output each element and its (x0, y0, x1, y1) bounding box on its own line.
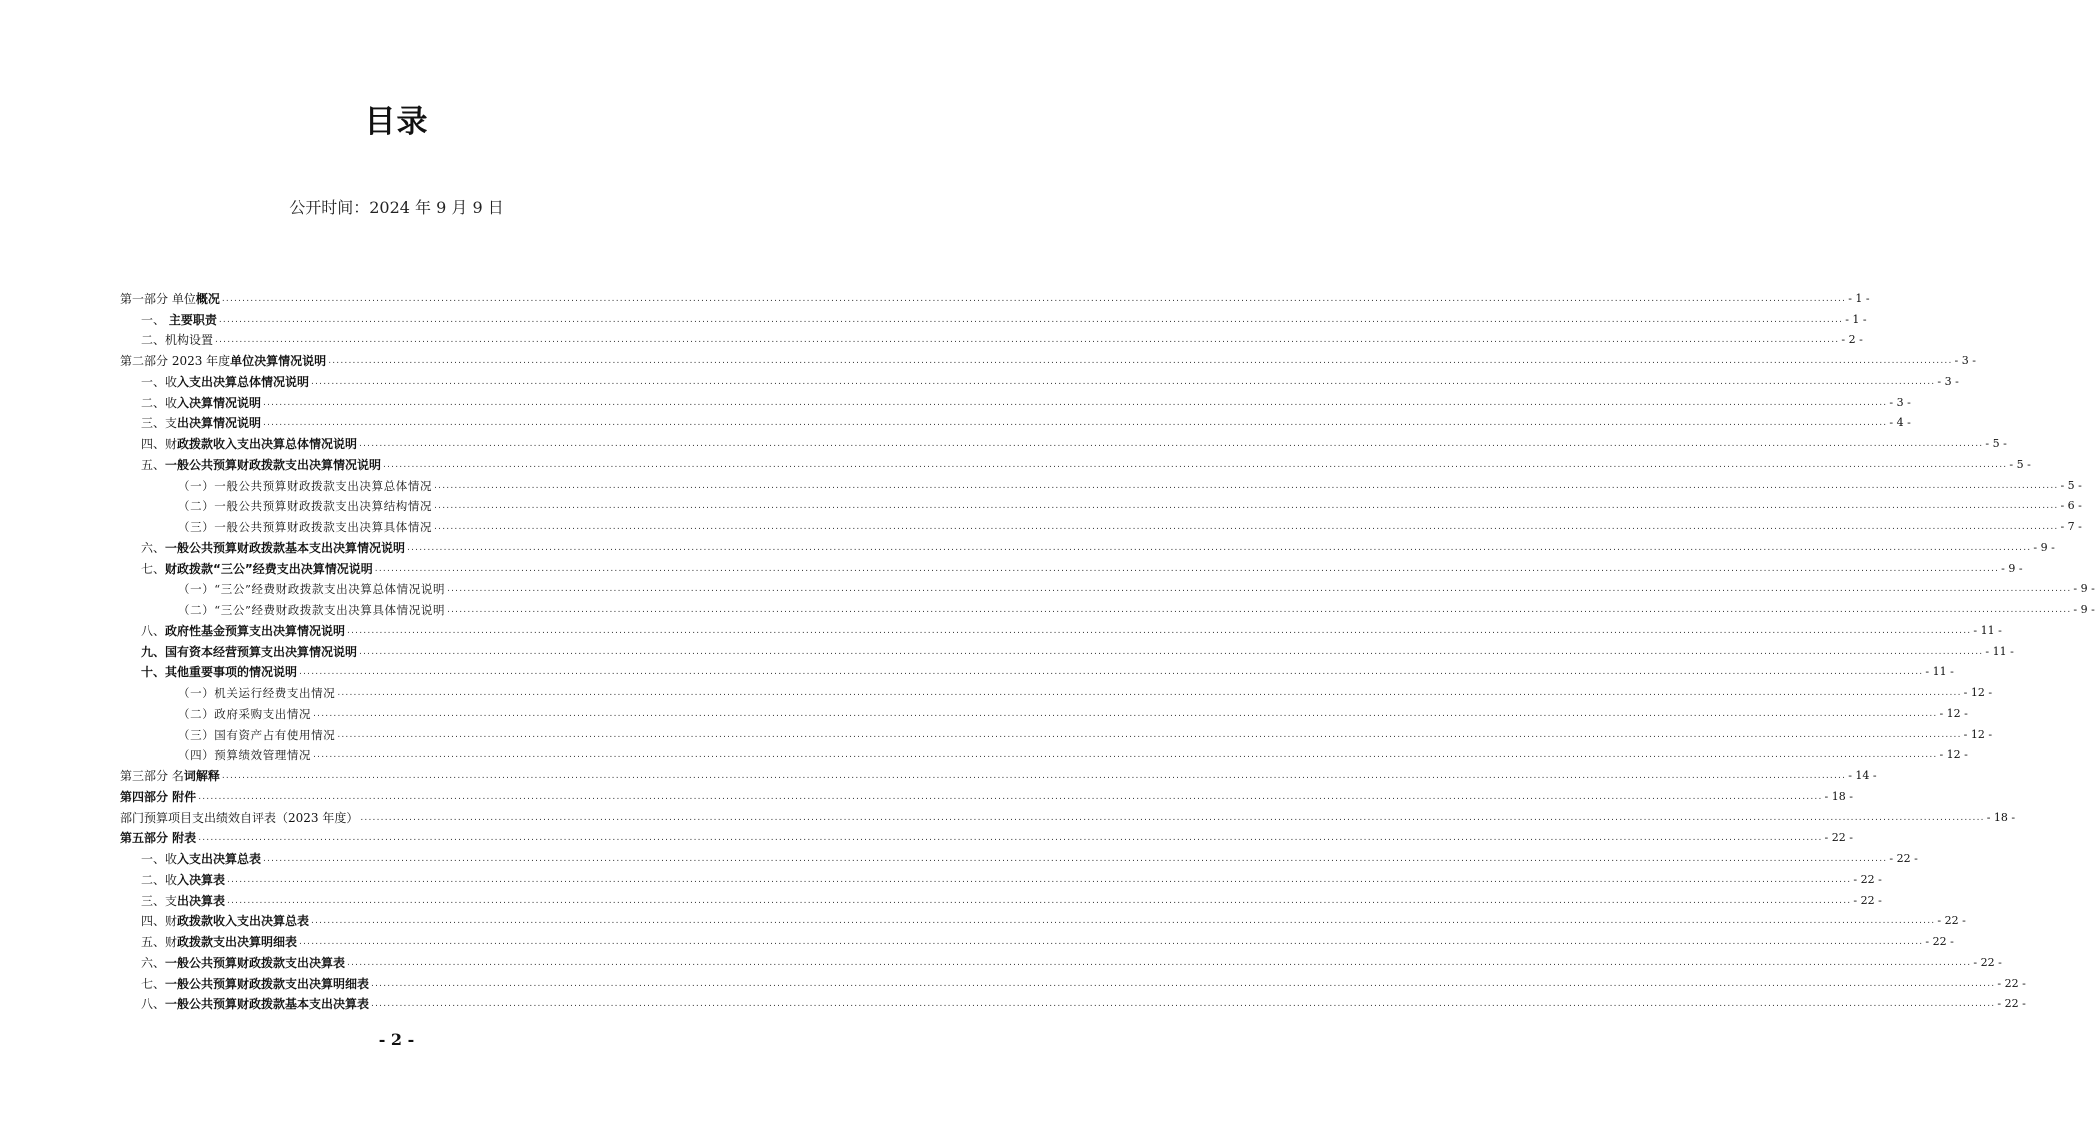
publish-date: 公开时间：2024 年 9 月 9 日 (289, 198, 504, 217)
toc-entry-label (120, 603, 445, 617)
toc-entry-page: - 12 - (1939, 706, 1968, 720)
toc-entry-page: - 22 - (1853, 872, 1882, 886)
toc-entry-prefix: 第一部分 单位 (120, 291, 196, 306)
toc-entry-prefix: 六、 (141, 955, 166, 970)
toc-entry-page: - 22 - (1997, 976, 2026, 990)
toc-entry-label (120, 437, 357, 451)
toc-leader-dots: ................................................................................................................................................................................................................................................................................................................................................................................................................ (328, 356, 1953, 366)
toc-entry-label (120, 894, 225, 908)
toc-leader-dots: ................................................................................................................................................................................................................................................................................................................................................................................................................ (360, 812, 1985, 823)
toc-leader-dots: ................................................................................................................................................................................................................................................................................................................................................................................................................ (263, 418, 1888, 429)
toc-leader-dots: ................................................................................................................................................................................................................................................................................................................................................................................................................ (227, 874, 1852, 885)
toc-entry-page: - 1 - (1845, 312, 1867, 326)
toc-entry-page: - 22 - (1889, 852, 1918, 865)
toc-entry-label (120, 375, 309, 389)
toc-entry-title: 词解释 (183, 769, 220, 783)
toc-entry-label (120, 520, 432, 534)
toc-entry-label (120, 499, 432, 513)
toc-entry-title: 十、其他重要事项的情况说明 (141, 665, 298, 680)
toc-entry-prefix: 六、 (141, 540, 166, 555)
toc-entry-label (120, 686, 335, 700)
toc-leader-dots: ................................................................................................................................................................................................................................................................................................................................................................................................................ (198, 791, 1823, 802)
toc-entry-page: - 11 - (1925, 665, 1954, 679)
toc-entry-prefix: 七、 (141, 976, 166, 991)
toc-entry[interactable] (120, 762, 1877, 783)
toc-entry[interactable] (120, 700, 1968, 721)
toc-entry[interactable] (120, 825, 1853, 846)
toc-leader-dots: ................................................................................................................................................................................................................................................................................................................................................................................................................ (313, 708, 1938, 719)
toc-entry[interactable] (120, 617, 2002, 638)
toc-entry-prefix: 八、 (141, 623, 166, 638)
toc-entry-label (120, 831, 196, 845)
toc-entry-prefix: （三）国有资产占有使用情况 (178, 727, 336, 742)
toc-entry-prefix: 部门预算项目支出绩效自评表（2023 年度） (120, 810, 359, 825)
toc-entry-page: - 7 - (2060, 520, 2082, 533)
toc-entry-prefix: （一）“三公”经费财政拨款支出决算总体情况说明 (178, 582, 446, 597)
toc-entry-label (120, 811, 358, 825)
toc-entry[interactable] (120, 970, 2026, 991)
toc-entry[interactable] (120, 596, 2095, 617)
toc-entry-label (120, 541, 405, 555)
toc-entry-label (120, 458, 381, 472)
toc-entry-label (120, 728, 335, 742)
toc-entry-label (120, 313, 217, 327)
toc-leader-dots: ................................................................................................................................................................................................................................................................................................................................................................................................................ (371, 978, 1996, 989)
toc-entry[interactable] (120, 451, 2031, 472)
toc-entry-prefix: 一、收 (141, 852, 178, 866)
toc-leader-dots: ................................................................................................................................................................................................................................................................................................................................................................................................................ (447, 605, 2072, 615)
toc-leader-dots: ................................................................................................................................................................................................................................................................................................................................................................................................................ (221, 771, 1847, 781)
toc-entry-page: - 12 - (1939, 748, 1968, 762)
toc-entry-label (120, 873, 225, 887)
toc-entry-label (120, 852, 261, 866)
toc-entry-page: - 12 - (1963, 686, 1993, 699)
toc-entry-title: 一般公共预算财政拨款支出决算表 (165, 955, 346, 970)
toc-entry-page: - 5 - (1985, 437, 2007, 450)
page-number: - 2 - (378, 1030, 415, 1049)
toc-entry[interactable] (120, 845, 1918, 866)
toc-entry-page: - 18 - (1986, 810, 2016, 824)
toc-leader-dots: ................................................................................................................................................................................................................................................................................................................................................................................................................ (313, 750, 1938, 761)
toc-leader-dots: ................................................................................................................................................................................................................................................................................................................................................................................................................ (263, 397, 1888, 408)
toc-entry-label (120, 997, 369, 1011)
toc-entry[interactable] (120, 804, 2016, 825)
toc-entry-title: 一般公共预算财政拨款基本支出决算情况说明 (165, 540, 406, 555)
toc-entry-label (120, 354, 326, 368)
toc-entry-title: 政府性基金预算支出决算情况说明 (165, 623, 346, 638)
toc-entry-prefix: 三、支 (141, 893, 178, 908)
toc-entry-page: - 5 - (2009, 457, 2031, 471)
toc-entry-label (120, 416, 261, 430)
toc-entry-prefix: 八、 (141, 997, 166, 1012)
toc-entry[interactable] (120, 430, 2007, 451)
toc-entry-title: 入决算情况说明 (177, 395, 262, 410)
toc-leader-dots: ................................................................................................................................................................................................................................................................................................................................................................................................................ (218, 314, 1844, 325)
toc-entry-title: 一般公共预算财政拨款基本支出决算表 (165, 997, 370, 1012)
toc-entry-title: 政拨款支出决算明细表 (177, 935, 298, 949)
toc-entry-title: 一般公共预算财政拨款支出决算明细表 (165, 976, 370, 991)
toc-leader-dots: ................................................................................................................................................................................................................................................................................................................................................................................................................ (221, 293, 1847, 304)
toc-leader-dots: ................................................................................................................................................................................................................................................................................................................................................................................................................ (447, 584, 2072, 595)
toc-entry[interactable] (120, 410, 1911, 431)
toc-entry-label (120, 935, 297, 949)
toc-entry-prefix: 第二部分 2023 年度 (120, 354, 231, 368)
toc-entry-page: - 22 - (1937, 914, 1966, 928)
toc-entry-prefix: （二）政府采购支出情况 (178, 706, 312, 721)
toc-entry-prefix: （一）一般公共预算财政拨款支出决算总体情况 (178, 478, 433, 493)
toc-entry[interactable] (120, 389, 1911, 410)
toc-entry[interactable] (120, 576, 2095, 597)
toc-entry-label (120, 562, 373, 576)
toc-entry-page: - 14 - (1848, 769, 1877, 782)
toc-entry[interactable] (120, 472, 2082, 493)
toc-entry-prefix: （三）一般公共预算财政拨款支出决算具体情况 (178, 520, 433, 534)
toc-leader-dots: ................................................................................................................................................................................................................................................................................................................................................................................................................ (337, 729, 1962, 740)
toc-entry-label (120, 790, 196, 804)
toc-entry[interactable] (120, 493, 2082, 514)
toc-leader-dots: ................................................................................................................................................................................................................................................................................................................................................................................................................ (434, 522, 2059, 532)
toc-leader-dots: ................................................................................................................................................................................................................................................................................................................................................................................................................ (198, 833, 1823, 844)
toc-entry-prefix: （四）预算绩效管理情况 (178, 748, 312, 763)
toc-entry-label (120, 977, 369, 991)
toc-entry[interactable] (120, 928, 1954, 949)
toc-entry[interactable] (120, 327, 1863, 348)
toc-entry[interactable] (120, 659, 1954, 680)
toc-entry-page: - 22 - (1925, 935, 1954, 948)
toc-entry-page: - 3 - (1954, 354, 1976, 367)
toc-entry-prefix: 二、机构设置 (141, 333, 214, 348)
toc-entry-label (120, 914, 309, 928)
toc-entry[interactable] (120, 887, 1882, 908)
toc-entry-title: 政拨款收入支出决算总体情况说明 (177, 437, 358, 451)
toc-entry-label (120, 645, 357, 659)
toc-entry[interactable] (120, 347, 1976, 368)
toc-entry-page: - 22 - (1853, 893, 1882, 907)
page-title: 目录 (364, 104, 429, 140)
toc-entry-page: - 9 - (2073, 582, 2095, 596)
toc-leader-dots: ................................................................................................................................................................................................................................................................................................................................................................................................................ (299, 937, 1924, 947)
toc-entry[interactable] (120, 908, 1966, 929)
toc-leader-dots: ................................................................................................................................................................................................................................................................................................................................................................................................................ (347, 957, 1972, 968)
toc-entry-title: 出决算表 (177, 893, 226, 908)
toc-entry-prefix: 第三部分 名 (120, 769, 184, 783)
table-of-contents (120, 285, 2095, 1012)
toc-entry[interactable] (120, 866, 1882, 887)
toc-entry-prefix: 一、 (141, 312, 169, 327)
toc-leader-dots: ................................................................................................................................................................................................................................................................................................................................................................................................................ (371, 999, 1996, 1010)
toc-entry-page: - 3 - (1889, 395, 1911, 409)
toc-entry-prefix: 一、收 (141, 374, 178, 389)
toc-entry-title: 财政拨款“三公”经费支出决算情况说明 (165, 561, 373, 576)
toc-entry-label (120, 769, 220, 783)
toc-entry-prefix: 五、 (141, 457, 166, 472)
toc-entry-page: - 9 - (2033, 540, 2055, 554)
toc-entry-title: 第四部分 附件 (120, 789, 197, 804)
toc-entry-prefix: （二）“三公”经费财政拨款支出决算具体情况说明 (178, 603, 446, 617)
toc-entry-label (120, 396, 261, 410)
toc-entry-prefix: 三、支 (141, 416, 178, 431)
toc-entry-page: - 11 - (1985, 644, 2014, 658)
toc-entry[interactable] (120, 513, 2082, 534)
toc-entry-page: - 1 - (1848, 291, 1870, 305)
toc-entry-page: - 11 - (1973, 623, 2002, 637)
toc-entry-page: - 9 - (2001, 561, 2023, 575)
toc-leader-dots: ................................................................................................................................................................................................................................................................................................................................................................................................................ (383, 459, 2008, 470)
toc-entry-prefix: 四、财 (141, 437, 178, 451)
toc-entry-label (120, 748, 311, 762)
toc-entry-prefix: 二、收 (141, 872, 178, 887)
toc-entry-page: - 22 - (1997, 997, 2026, 1011)
toc-entry[interactable] (120, 555, 2023, 576)
toc-entry-page: - 9 - (2073, 603, 2095, 616)
toc-entry[interactable] (120, 721, 1993, 742)
toc-entry[interactable] (120, 679, 1993, 700)
toc-entry-title: 单位决算情况说明 (230, 354, 327, 368)
toc-entry[interactable] (120, 306, 1867, 327)
toc-entry-page: - 2 - (1841, 333, 1863, 347)
toc-leader-dots: ................................................................................................................................................................................................................................................................................................................................................................................................................ (434, 501, 2059, 512)
toc-entry-prefix: 二、收 (141, 395, 178, 410)
toc-entry-title: 出决算情况说明 (177, 416, 262, 431)
toc-leader-dots: ................................................................................................................................................................................................................................................................................................................................................................................................................ (434, 480, 2059, 491)
toc-entry-label (120, 292, 220, 306)
toc-entry-prefix: 四、财 (141, 914, 178, 929)
toc-entry[interactable] (120, 742, 1968, 763)
toc-entry-page: - 4 - (1889, 416, 1911, 430)
toc-leader-dots: ................................................................................................................................................................................................................................................................................................................................................................................................................ (215, 335, 1840, 346)
toc-entry-page: - 22 - (1973, 955, 2002, 969)
toc-entry-label (120, 582, 445, 596)
toc-entry-prefix: （一）机关运行经费支出情况 (178, 686, 336, 700)
toc-leader-dots: ................................................................................................................................................................................................................................................................................................................................................................................................................ (263, 854, 1888, 864)
toc-entry-page: - 22 - (1824, 831, 1853, 845)
toc-entry[interactable] (120, 991, 2026, 1012)
toc-entry-label (120, 479, 432, 493)
toc-leader-dots: ................................................................................................................................................................................................................................................................................................................................................................................................................ (359, 439, 1984, 449)
toc-entry-page: - 6 - (2060, 499, 2082, 513)
toc-leader-dots: ................................................................................................................................................................................................................................................................................................................................................................................................................ (407, 542, 2032, 553)
toc-leader-dots: ................................................................................................................................................................................................................................................................................................................................................................................................................ (299, 667, 1924, 678)
toc-leader-dots: ................................................................................................................................................................................................................................................................................................................................................................................................................ (359, 646, 1984, 657)
toc-entry-title: 第五部分 附表 (120, 831, 197, 846)
toc-leader-dots: ................................................................................................................................................................................................................................................................................................................................................................................................................ (227, 895, 1852, 906)
toc-entry[interactable] (120, 783, 1853, 804)
toc-entry-title: 入支出决算总表 (177, 852, 262, 866)
toc-leader-dots: ................................................................................................................................................................................................................................................................................................................................................................................................................ (311, 916, 1936, 927)
toc-entry-title: 入支出决算总体情况说明 (177, 374, 310, 389)
toc-entry-title: 九、国有资本经营预算支出决算情况说明 (141, 644, 358, 659)
toc-leader-dots: ................................................................................................................................................................................................................................................................................................................................................................................................................ (374, 563, 2000, 574)
toc-entry-prefix: （二）一般公共预算财政拨款支出决算结构情况 (178, 499, 433, 514)
toc-entry[interactable] (120, 638, 2014, 659)
toc-entry-prefix: 五、财 (141, 935, 178, 949)
toc-entry-title: 主要职责 (168, 312, 217, 327)
toc-entry-title: 一般公共预算财政拨款支出决算情况说明 (165, 457, 382, 472)
toc-entry-page: - 12 - (1963, 727, 1993, 741)
toc-entry-title: 概况 (195, 291, 220, 306)
toc-leader-dots: ................................................................................................................................................................................................................................................................................................................................................................................................................ (311, 376, 1936, 387)
toc-entry-title: 入决算表 (177, 872, 226, 887)
toc-entry[interactable] (120, 368, 1959, 389)
toc-entry-page: - 18 - (1824, 789, 1853, 803)
toc-leader-dots: ................................................................................................................................................................................................................................................................................................................................................................................................................ (347, 625, 1972, 636)
toc-entry-prefix: 七、 (141, 561, 166, 576)
toc-entry-label (120, 956, 345, 970)
toc-entry-page: - 5 - (2060, 478, 2082, 492)
toc-entry[interactable] (120, 285, 1870, 306)
toc-entry-label (120, 624, 345, 638)
toc-entry-label (120, 333, 213, 347)
toc-entry-title: 政拨款收入支出决算总表 (177, 914, 310, 929)
toc-leader-dots: ................................................................................................................................................................................................................................................................................................................................................................................................................ (337, 688, 1962, 698)
toc-entry[interactable] (120, 534, 2055, 555)
toc-entry[interactable] (120, 949, 2002, 970)
toc-entry-page: - 3 - (1937, 374, 1959, 388)
toc-entry-label (120, 665, 297, 679)
toc-entry-label (120, 707, 311, 721)
